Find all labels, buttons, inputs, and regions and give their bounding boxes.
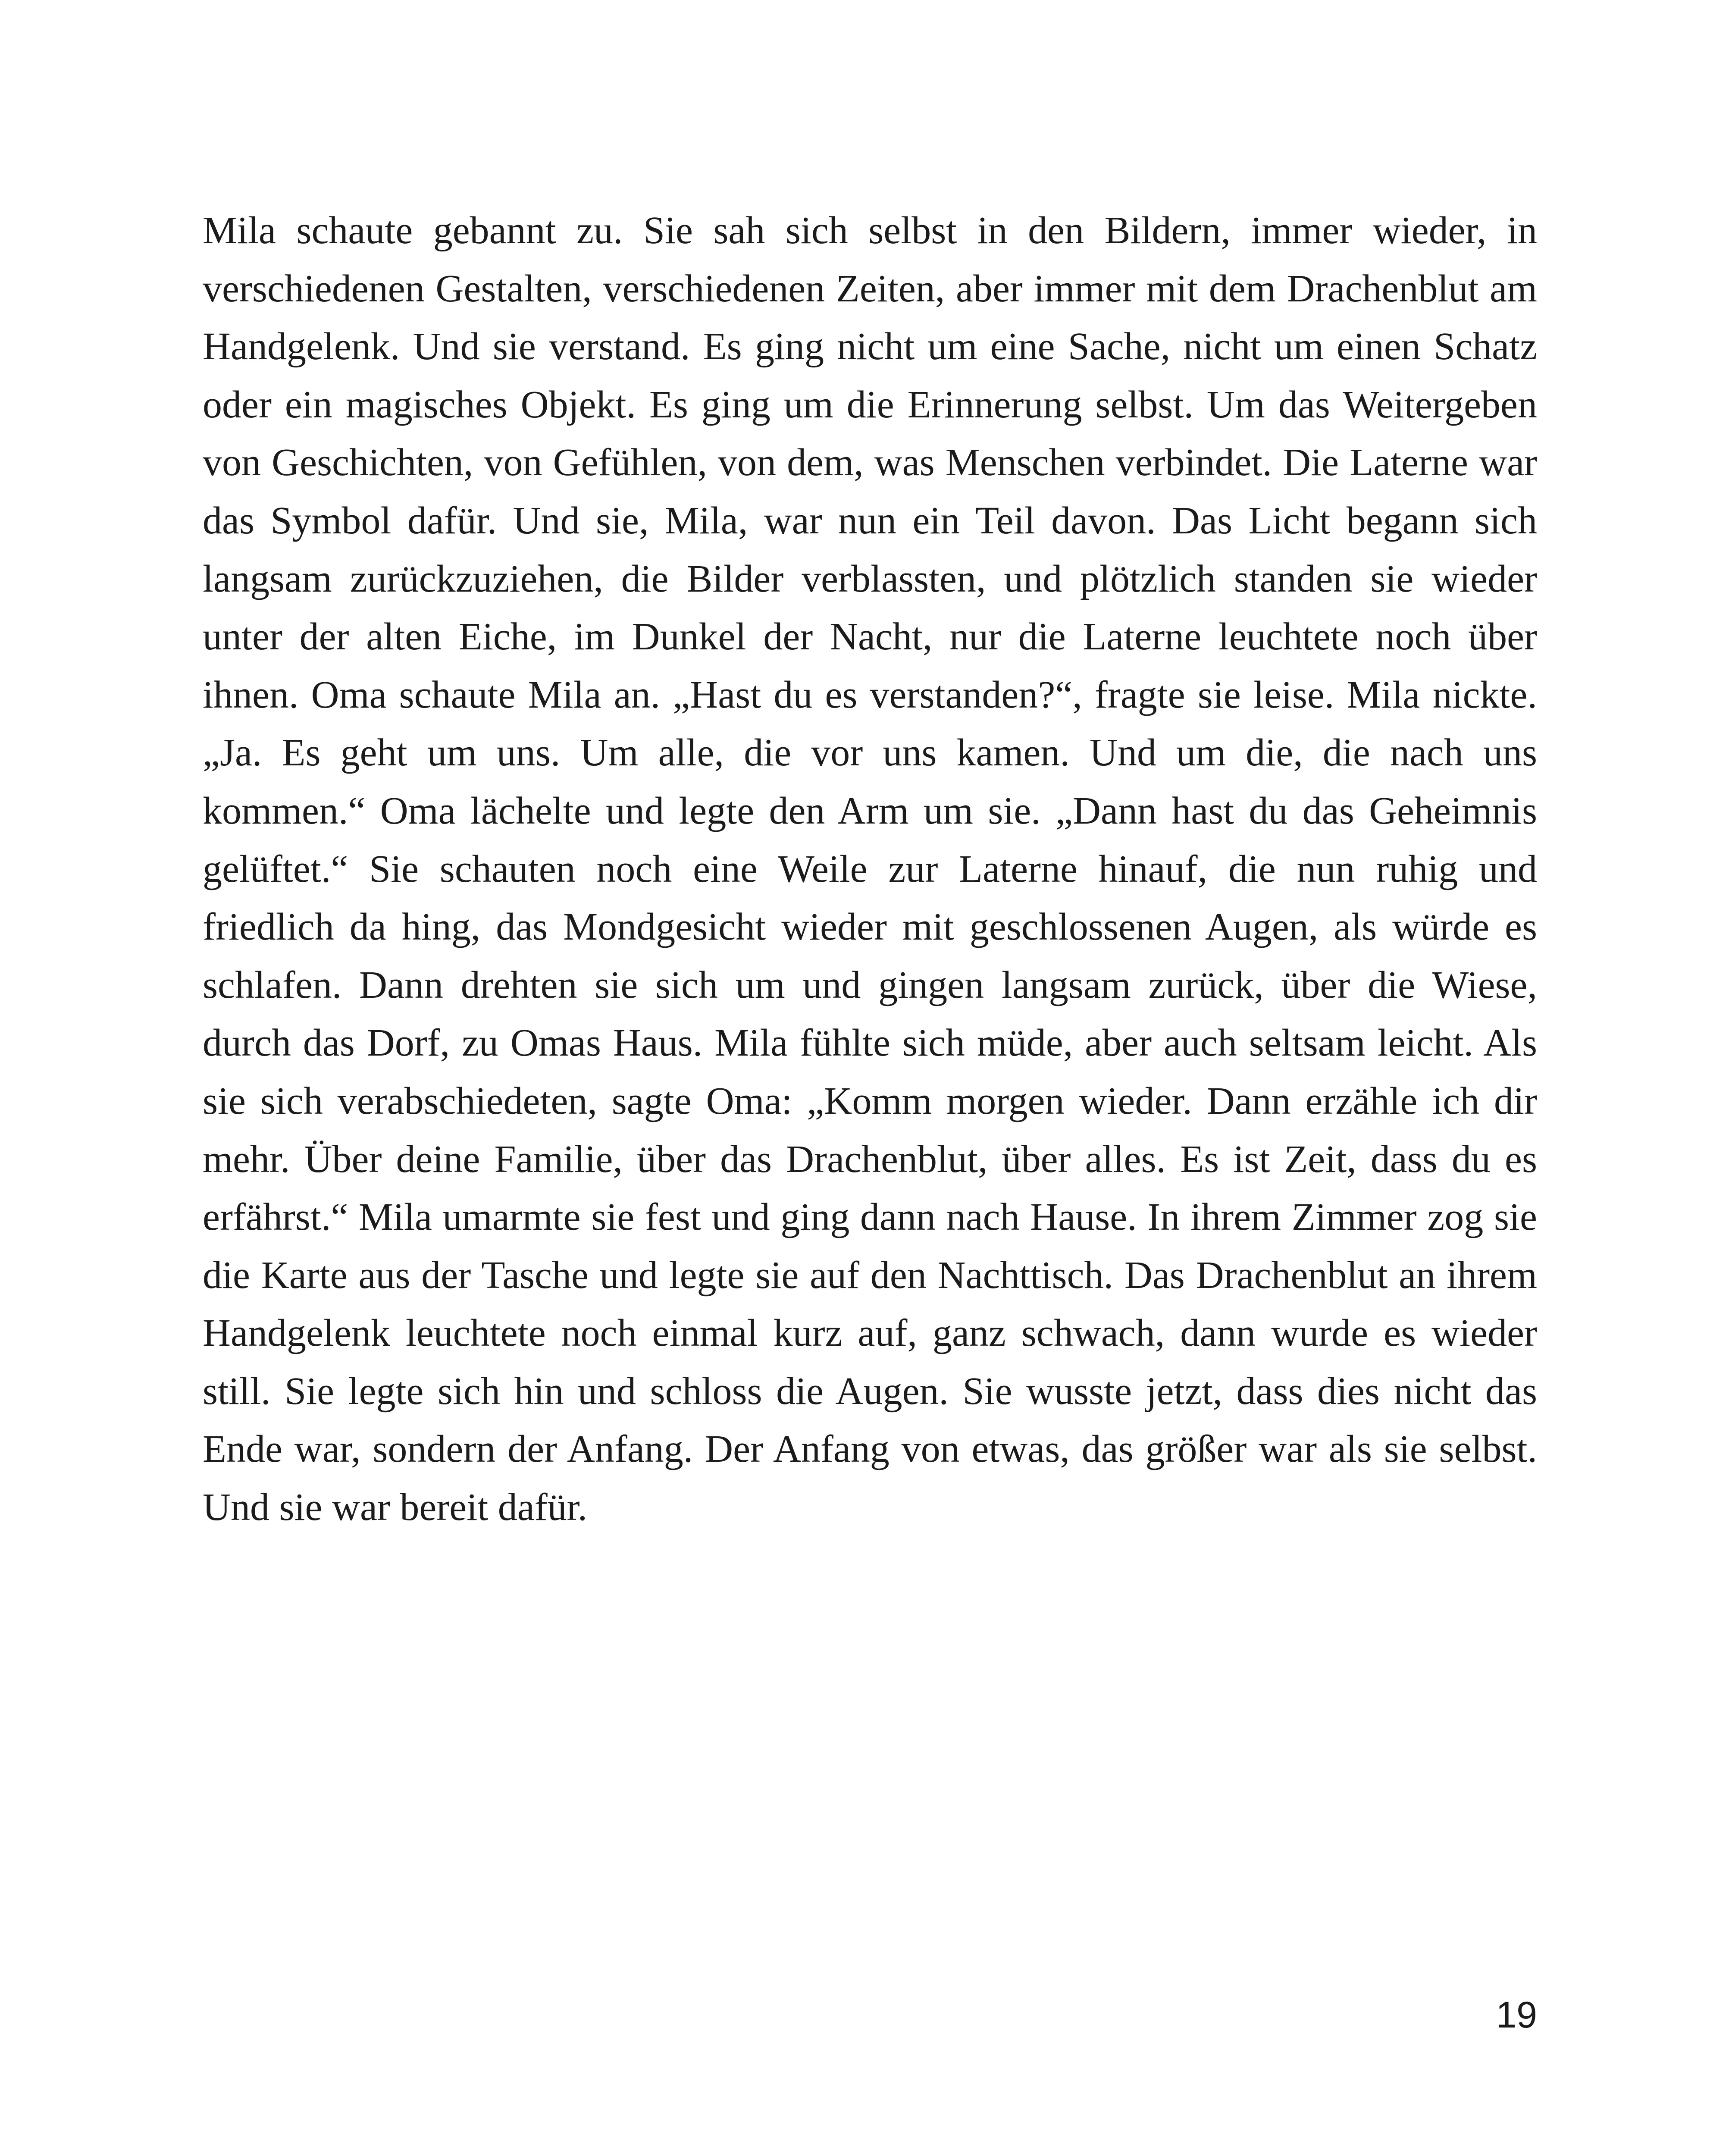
page-number: 19: [1496, 1994, 1537, 2036]
body-paragraph: Mila schaute gebannt zu. Sie sah sich selbst in den Bildern, immer wieder, in verschiedenen Gestalten, verschiedenen Zeiten, aber immer mit dem Drachenblut am Handgelenk. Und sie verstand. Es ging nicht um eine Sache, nicht um einen Schatz oder ein magisches Objekt. Es ging um die Erinnerung selbst. Um das Weitergeben von Geschichten, von Gefühlen, von dem, was Menschen verbindet. Die Laterne war das Symbol dafür. Und sie, Mila, war nun ein Teil davon. Das Licht begann sich langsam zurückzuziehen, die Bilder verblassten, und plötzlich standen sie wieder unter der alten Eiche, im Dunkel der Nacht, nur die Laterne leuchtete noch über ihnen. Oma schaute Mila an. „Hast du es verstanden?“, fragte sie leise. Mila nickte. „Ja. Es geht um uns. Um alle, die vor uns kamen. Und um die, die nach uns kommen.“ Oma lächelte und legte den Arm um sie. „Dann hast du das Geheimnis gelüftet.“ Sie schauten noch eine Weile zur Laterne hinauf, die nun ruhig und friedlich da hing, das Mondgesicht wieder mit geschlossenen Augen, als würde es schlafen. Dann drehten sie sich um und gingen langsam zurück, über die Wiese, durch das Dorf, zu Omas Haus. Mila fühlte sich müde, aber auch seltsam leicht. Als sie sich verabschiedeten, sagte Oma: „Komm morgen wieder. Dann erzähle ich dir mehr. Über deine Familie, über das Drachenblut, über alles. Es ist Zeit, dass du es erfährst.“ Mila umarmte sie fest und ging dann nach Hause. In ihrem Zimmer zog sie die Karte aus der Tasche und legte sie auf den Nachttisch. Das Drachenblut an ihrem Handgelenk leuchtete noch einmal kurz auf, ganz schwach, dann wurde es wieder still. Sie legte sich hin und schloss die Augen. Sie wusste jetzt, dass dies nicht das Ende war, sondern der Anfang. Der Anfang von etwas, das größer war als sie selbst. Und sie war bereit dafür.: [203, 209, 1537, 1529]
